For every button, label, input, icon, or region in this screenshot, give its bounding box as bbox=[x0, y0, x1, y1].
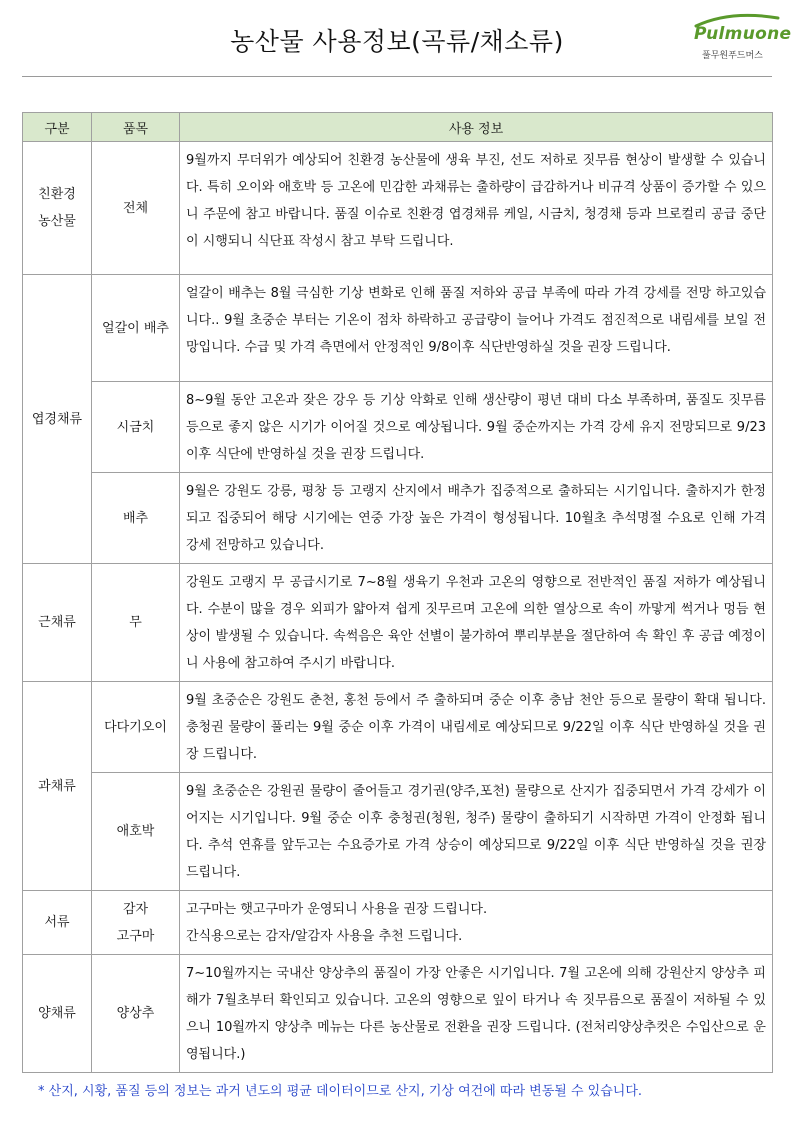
table-row bbox=[23, 473, 773, 564]
page-title: 농산물 사용정보(곡류/채소류) bbox=[230, 27, 564, 56]
item-cell: 시금치 bbox=[92, 382, 180, 473]
info-cell: 강원도 고랭지 무 공급시기로 7~8월 생육기 우천과 고온의 영향으로 전반적인 품질 저하가 예상됩니다. 수분이 많을 경우 외피가 얇아져 쉽게 짓무르며 고온에 의한 열상으로 속이 까맣게 썩거나 멍듬 현상이 발생될 수 있습니다. 속썩음은 육안 선별이 불가하여 뿌리부분을 절단하여 속 확인 후 공급 예정이니 사용에 참고하여 주시기 바랍니다. bbox=[180, 564, 773, 682]
produce-info-table bbox=[22, 112, 773, 1073]
info-cell: 8~9월 동안 고온과 잦은 강우 등 기상 악화로 인해 생산량이 평년 대비 다소 부족하며, 품질도 짓무름 등으로 좋지 않은 시기가 이어질 것으로 예상됩니다. 9월 중순까지는 가격 강세 유지 전망되므로 9/23 이후 식단에 반영하실 것을 권장 드립니다. bbox=[180, 382, 773, 473]
table-row bbox=[23, 891, 773, 955]
column-header: 품목 bbox=[92, 113, 180, 142]
info-cell: 고구마는 햇고구마가 운영되니 사용을 권장 드립니다. 간식용으로는 감자/알감자 사용을 추천 드립니다. bbox=[180, 891, 773, 955]
title-divider bbox=[22, 76, 772, 77]
info-cell: 9월 초중순은 강원권 물량이 줄어들고 경기권(양주,포천) 물량으로 산지가 집중되면서 가격 강세가 이어지는 시기입니다. 9월 중순 이후 충청권(청원, 청주) 물량이 출하되기 시작하면 가격이 안정화 됩니다. 추석 연휴를 앞두고는 수요증가로 가격 상승이 예상되므로 9/22일 이후 식단 반영하실 것을 권장 드립니다. bbox=[180, 773, 773, 891]
logo-text: Pulmuone bbox=[694, 24, 792, 44]
pulmuone-logo bbox=[690, 12, 792, 64]
item-cell: 양상추 bbox=[92, 955, 180, 1073]
info-cell: 9월은 강원도 강릉, 평창 등 고랭지 산지에서 배추가 집중적으로 출하되는 시기입니다. 출하지가 한정되고 집중되어 해당 시기에는 연중 가장 높은 가격이 형성됩니다. 10월초 추석명절 수요로 인해 가격 강세 전망하고 있습니다. bbox=[180, 473, 773, 564]
item-cell: 전체 bbox=[92, 142, 180, 275]
info-cell: 얼갈이 배추는 8월 극심한 기상 변화로 인해 품질 저하와 공급 부족에 따라 가격 강세를 전망 하고있습니다.. 9월 초중순 부터는 기온이 점차 하락하고 공급량이 늘어나 가격도 점진적으로 내림세를 보일 전망입니다. 수급 및 가격 측면에서 안정적인 9/8이후 식단반영하실 것을 권장 드립니다. bbox=[180, 275, 773, 382]
item-cell: 다다기오이 bbox=[92, 682, 180, 773]
info-cell: 9월 초중순은 강원도 춘천, 홍천 등에서 주 출하되며 중순 이후 충남 천안 등으로 물량이 확대 됩니다. 충청권 물량이 풀리는 9월 중순 이후 가격이 내림세로 예상되므로 9/22일 이후 식단 반영하실 것을 권장 드립니다. bbox=[180, 682, 773, 773]
category-cell: 양채류 bbox=[23, 955, 92, 1073]
info-cell: 7~10월까지는 국내산 양상추의 품질이 가장 안좋은 시기입니다. 7월 고온에 의해 강원산지 양상추 피해가 7월초부터 확인되고 있습니다. 고온의 영향으로 잎이 타거나 속 짓무름으로 품질이 저하될 수 있으니 10월까지 양상추 메뉴는 다른 농산물로 전환을 권장 드립니다. (전처리양상추컷은 수입산으로 운영됩니다.) bbox=[180, 955, 773, 1073]
info-cell: 9월까지 무더위가 예상되어 친환경 농산물에 생육 부진, 선도 저하로 짓무름 현상이 발생할 수 있습니다. 특히 오이와 애호박 등 고온에 민감한 과채류는 출하량이 급감하거나 비규격 상품이 증가할 수 있으니 주문에 참고 바랍니다. 품질 이슈로 친환경 엽경채류 케일, 시금치, 청경채 등과 브로컬리 공급 중단이 시행되니 식단표 작성시 참고 부탁 드립니다. bbox=[180, 142, 773, 275]
item-cell: 얼갈이 배추 bbox=[92, 275, 180, 382]
category-cell: 과채류 bbox=[23, 682, 92, 891]
column-header: 사용 정보 bbox=[180, 113, 773, 142]
item-cell: 감자 고구마 bbox=[92, 891, 180, 955]
item-cell: 애호박 bbox=[92, 773, 180, 891]
table-row bbox=[23, 955, 773, 1073]
table-row bbox=[23, 564, 773, 682]
item-cell: 배추 bbox=[92, 473, 180, 564]
footnote: * 산지, 시황, 품질 등의 정보는 과거 년도의 평균 데이터이므로 산지, 기상 여건에 따라 변동될 수 있습니다. bbox=[38, 1084, 643, 1099]
category-cell: 엽경채류 bbox=[23, 275, 92, 564]
logo-subtext: 풀무원푸드머스 bbox=[702, 51, 763, 61]
table-row bbox=[23, 275, 773, 382]
table-row bbox=[23, 142, 773, 275]
table-row bbox=[23, 773, 773, 891]
item-cell: 무 bbox=[92, 564, 180, 682]
category-cell: 친환경 농산물 bbox=[23, 142, 92, 275]
category-cell: 서류 bbox=[23, 891, 92, 955]
table-row bbox=[23, 682, 773, 773]
category-cell: 근채류 bbox=[23, 564, 92, 682]
table-row bbox=[23, 382, 773, 473]
column-header: 구분 bbox=[23, 113, 92, 142]
table-header-row bbox=[23, 113, 773, 142]
